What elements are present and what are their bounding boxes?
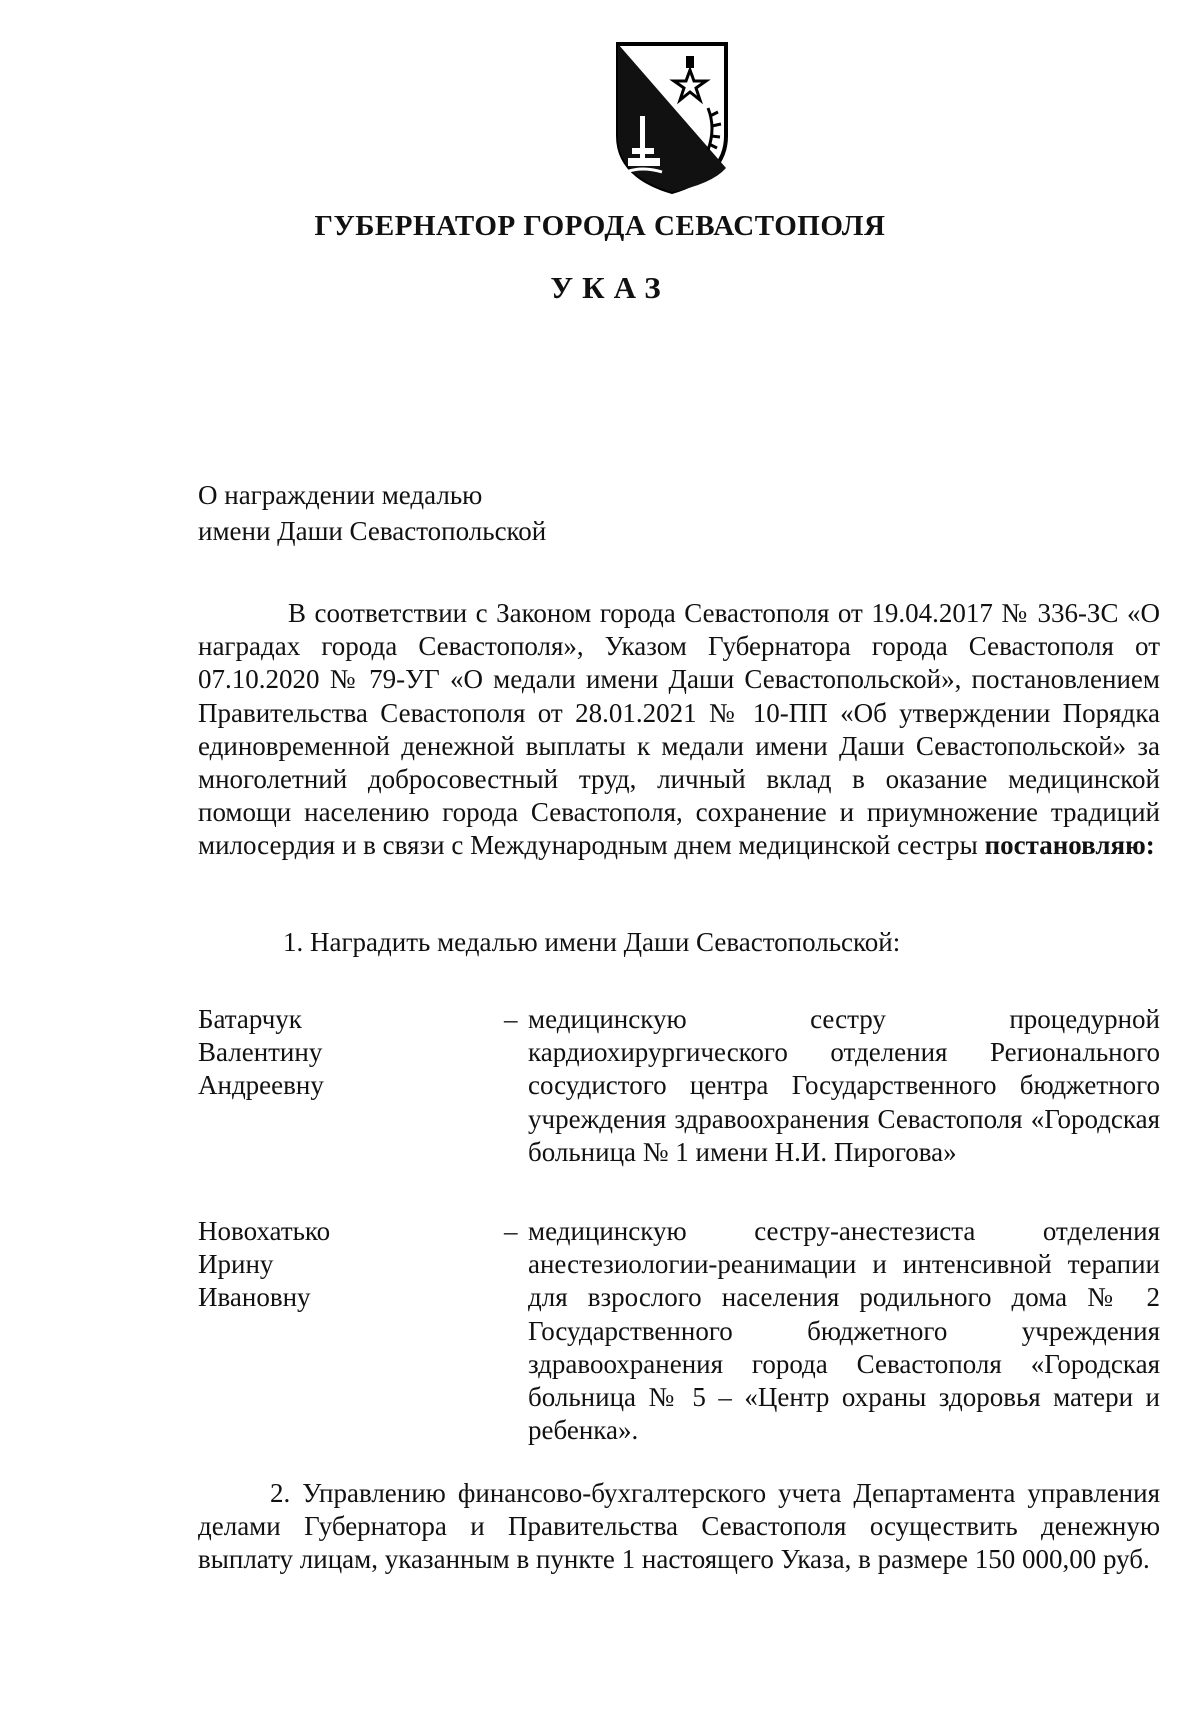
awardee-description: медицинскую сестру процедурной кардиохирургического отделения Регионального сосудистого центра Государственного бюджетного учреждения здравоохранения Севастополя «Городская больница № 1 имени Н.И. Пирогова» — [528, 1004, 1160, 1167]
awardee-name — [198, 1003, 488, 1103]
awardee-dash: – — [504, 1216, 518, 1246]
issuer-title: ГУБЕРНАТОР ГОРОДА СЕВАСТОПОЛЯ — [314, 210, 886, 242]
awardee-first-name: Ирину — [198, 1249, 274, 1280]
item-1-heading: 1. Наградить медалью имени Даши Севастопольской: — [283, 927, 901, 957]
preamble-text: В соответствии с Законом города Севастополя от 19.04.2017 № 336-ЗС «О наградах города Севастополя», Указом Губернатора города Севастополя от 07.10.2020 № 79-УГ «О медали имени Даши Севастопольской», постановлением Правительства Севастополя от 28.01.2021 № 10-ПП «Об утверждении Порядка единовременной денежной выплаты к медали имени Даши Севастопольской» за многолетний добросовестный труд, личный вклад в оказание медицинской помощи населению города Севастополя, сохранение и приумножение традиций милосердия и в связи с Международным днем медицинской сестры — [198, 598, 1160, 861]
document-type: УКАЗ — [550, 270, 670, 305]
sevastopol-coat-of-arms-icon — [612, 38, 732, 198]
item-2-paragraph: 2. Управлению финансово-бухгалтерского учета Департамента управления делами Губернатора и Правительства Севастополя осуществить денежную выплату лицам, указанным в пункте 1 настоящего Указа, в размере 150 000,00 руб. — [198, 1478, 1160, 1575]
awardee-description: медицинскую сестру-анестезиста отделения анестезиологии-реанимации и интенсивной терапии для взрослого населения родильного дома № 2 Государственного бюджетного учреждения здравоохранения города Севастополя «Городская больница № 5 – «Центр охраны здоровья матери и ребенка». — [528, 1216, 1160, 1446]
awardee-surname: Батарчук — [198, 1004, 302, 1034]
awardee-patronymic: Ивановну — [198, 1282, 311, 1313]
document-subject — [198, 477, 546, 549]
awardee-name — [198, 1215, 488, 1315]
preamble-paragraph — [198, 597, 1160, 863]
resolution-word: постановляю: — [984, 830, 1155, 861]
awardee-dash: – — [504, 1004, 518, 1034]
awardee-patronymic: Андреевну — [198, 1070, 324, 1101]
awardee-first-name: Валентину — [198, 1037, 323, 1068]
awardee-surname: Новохатько — [198, 1216, 331, 1246]
subject-line: О награждении медалью — [198, 480, 483, 510]
subject-line: имени Даши Севастопольской — [198, 516, 547, 546]
